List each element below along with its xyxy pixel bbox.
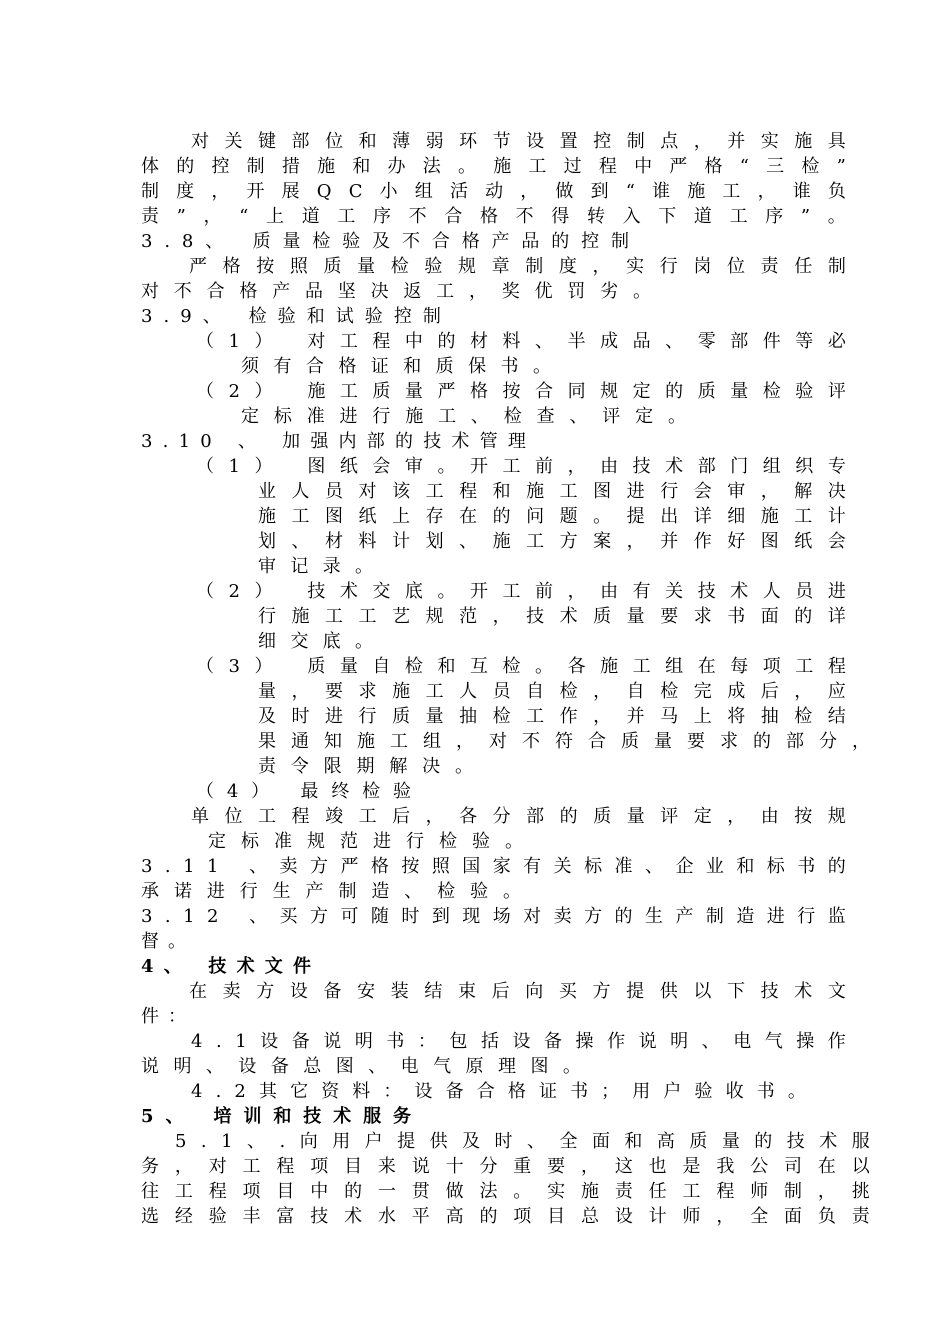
section-heading: 4 、 技 术 文 件 bbox=[141, 956, 311, 977]
text-line: 往 工 程 项 目 中 的 一 贯 做 法 。 实 施 责 任 工 程 师 制 ， 挑 bbox=[141, 1181, 870, 1202]
text-line: （ 4 ） 最 终 检 验 bbox=[196, 781, 411, 802]
text-line: 定 标 准 规 范 进 行 检 验 。 bbox=[208, 831, 523, 852]
text-line: 体 的 控 制 措 施 和 办 法 。 施 工 过 程 中 严 格 “ 三 检 ” bbox=[141, 156, 846, 177]
text-line: 责 令 限 期 解 决 。 bbox=[258, 756, 473, 777]
text-line: 制 度 ， 开 展 Q C 小 组 活 动 ， 做 到 “ 谁 施 工 ， 谁 负 bbox=[141, 181, 846, 202]
text-line: （ 2 ） 技 术 交 底 。 开 工 前 ， 由 有 关 技 术 人 员 进 bbox=[196, 581, 846, 602]
text-line: 承 诺 进 行 生 产 制 造 、 检 验 。 bbox=[141, 881, 521, 902]
text-line: 及 时 进 行 质 量 抽 检 工 作 ， 并 马 上 将 抽 检 结 bbox=[258, 706, 846, 727]
text-line: 3 . 1 2 、 买 方 可 随 时 到 现 场 对 卖 方 的 生 产 制 造 进 行 监 bbox=[141, 906, 846, 927]
text-line: 行 施 工 工 艺 规 范 ， 技 术 质 量 要 求 书 面 的 详 bbox=[258, 606, 846, 627]
text-line: 4 . 2 其 它 资 料 ： 设 备 合 格 证 书 ； 用 户 验 收 书 。 bbox=[191, 1081, 806, 1102]
text-line: 3 . 9 、 检 验 和 试 验 控 制 bbox=[141, 306, 441, 327]
text-line: 3 . 8 、 质 量 检 验 及 不 合 格 产 品 的 控 制 bbox=[141, 231, 629, 252]
text-line: 4 . 1 设 备 说 明 书 ： 包 括 设 备 操 作 说 明 、 电 气 操 作 bbox=[191, 1031, 846, 1052]
text-line: 务 ， 对 工 程 项 目 来 说 十 分 重 要 ， 这 也 是 我 公 司 在 以 bbox=[141, 1156, 870, 1177]
text-line: （ 1 ） 对 工 程 中 的 材 料 、 半 成 品 、 零 部 件 等 必 bbox=[196, 331, 846, 352]
text-line: 件 ： bbox=[141, 1006, 186, 1027]
text-line: （ 1 ） 图 纸 会 审 。 开 工 前 ， 由 技 术 部 门 组 织 专 bbox=[196, 456, 846, 477]
text-line: 单 位 工 程 竣 工 后 ， 各 分 部 的 质 量 评 定 ， 由 按 规 bbox=[191, 806, 846, 827]
text-line: 选 经 验 丰 富 技 术 水 平 高 的 项 目 总 设 计 师 ， 全 面 负 责 bbox=[141, 1206, 870, 1227]
section-heading: 5 、 培 训 和 技 术 服 务 bbox=[141, 1106, 411, 1127]
text-line: 督 。 bbox=[141, 931, 186, 952]
text-line: 划 、 材 料 计 划 、 施 工 方 案 ， 并 作 好 图 纸 会 bbox=[258, 531, 846, 552]
text-line: 对 不 合 格 产 品 坚 决 返 工 ， 奖 优 罚 劣 。 bbox=[141, 281, 651, 302]
text-line: 5 . 1 、 . 向 用 户 提 供 及 时 、 全 面 和 高 质 量 的 技 术 服 bbox=[175, 1131, 870, 1152]
text-line: 说 明 、 设 备 总 图 、 电 气 原 理 图 。 bbox=[141, 1056, 581, 1077]
text-line: 对 关 键 部 位 和 薄 弱 环 节 设 置 控 制 点 ， 并 实 施 具 bbox=[191, 131, 846, 152]
text-line: 细 交 底 。 bbox=[258, 631, 373, 652]
text-line: 量 ， 要 求 施 工 人 员 自 检 ， 自 检 完 成 后 ， 应 bbox=[258, 681, 846, 702]
text-line: 果 通 知 施 工 组 ， 对 不 符 合 质 量 要 求 的 部 分 ， bbox=[258, 731, 870, 752]
text-line: 3 . 1 0 、 加 强 内 部 的 技 术 管 理 bbox=[141, 431, 526, 452]
text-line: 3 . 1 1 、 卖 方 严 格 按 照 国 家 有 关 标 准 、 企 业 和 标 书 的 bbox=[141, 856, 846, 877]
text-line: 须 有 合 格 证 和 质 保 书 。 bbox=[241, 356, 551, 377]
text-line: 在 卖 方 设 备 安 装 结 束 后 向 买 方 提 供 以 下 技 术 文 bbox=[189, 981, 846, 1002]
text-line: 责 ” ， “ 上 道 工 序 不 合 格 不 得 转 入 下 道 工 序 ” 。 bbox=[141, 206, 846, 227]
text-line: （ 3 ） 质 量 自 检 和 互 检 。 各 施 工 组 在 每 项 工 程 bbox=[196, 656, 846, 677]
text-line: 定 标 准 进 行 施 工 、 检 查 、 评 定 。 bbox=[241, 406, 686, 427]
text-line: （ 2 ） 施 工 质 量 严 格 按 合 同 规 定 的 质 量 检 验 评 bbox=[196, 381, 846, 402]
text-line: 施 工 图 纸 上 存 在 的 问 题 。 提 出 详 细 施 工 计 bbox=[258, 506, 846, 527]
text-line: 审 记 录 。 bbox=[258, 556, 373, 577]
text-line: 业 人 员 对 该 工 程 和 施 工 图 进 行 会 审 ， 解 决 bbox=[258, 481, 846, 502]
text-line: 严 格 按 照 质 量 检 验 规 章 制 度 ， 实 行 岗 位 责 任 制 bbox=[189, 256, 846, 277]
